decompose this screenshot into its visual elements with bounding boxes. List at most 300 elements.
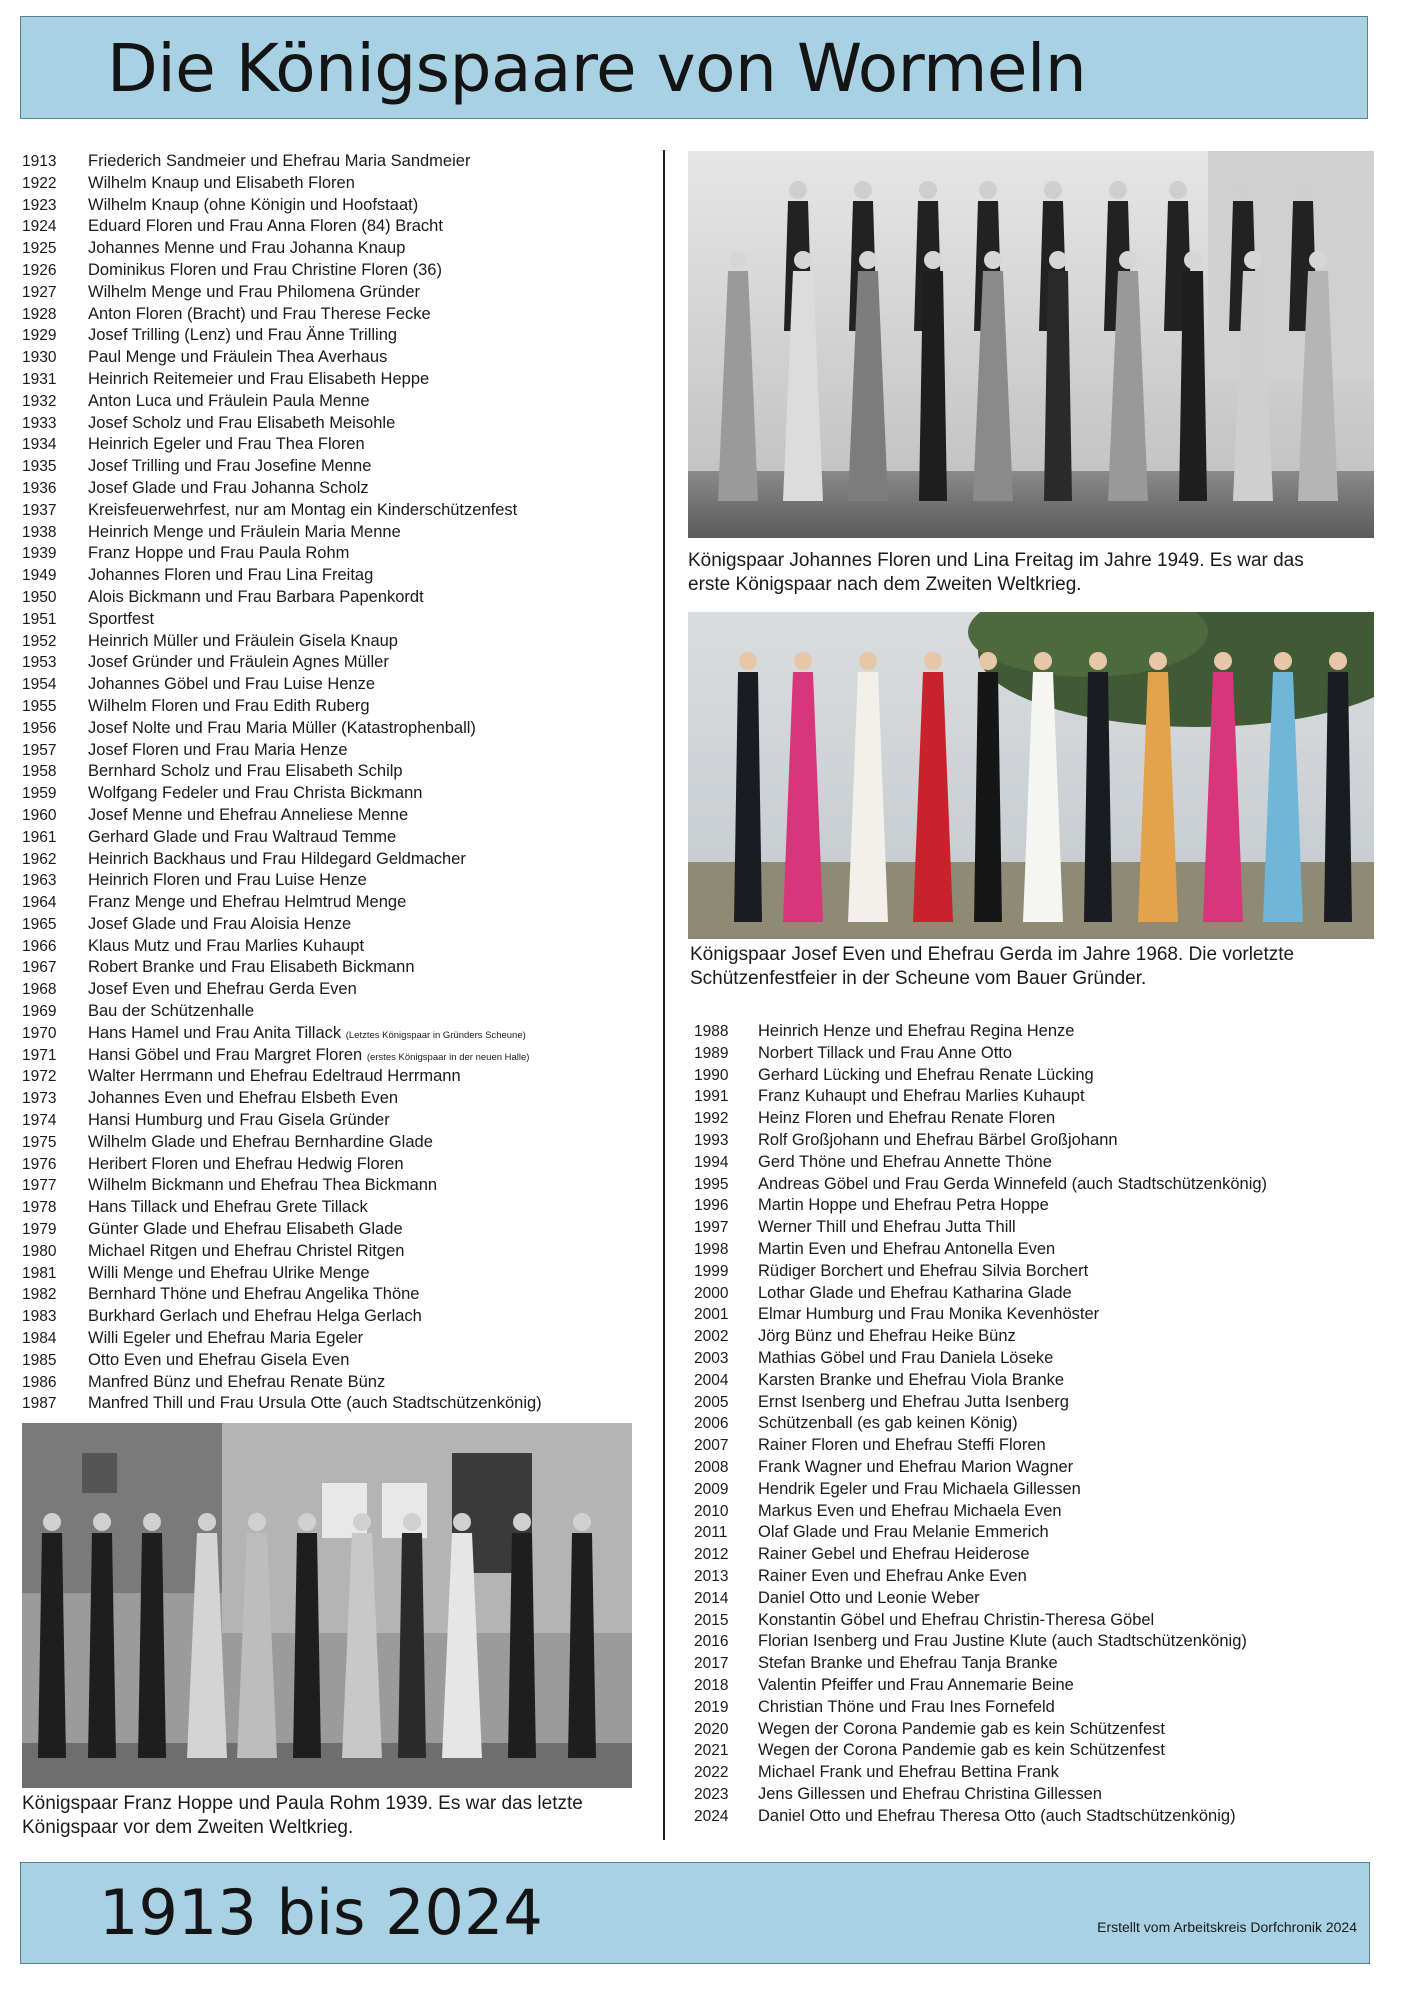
- year-label: 1977: [22, 1177, 57, 1195]
- list-item: [22, 740, 642, 762]
- couple-name: [758, 1501, 1062, 1521]
- list-item: [22, 1045, 642, 1067]
- year-label: 1954: [22, 676, 57, 694]
- year-label: 2021: [694, 1742, 729, 1760]
- couple-name-text: Josef Even und Ehefrau Gerda Even: [88, 980, 357, 999]
- couple-name-text: Manfred Bünz und Ehefrau Renate Bünz: [88, 1372, 386, 1391]
- couple-name-text: Paul Menge und Fräulein Thea Averhaus: [88, 348, 388, 367]
- couple-name-text: Günter Glade und Ehefrau Elisabeth Glade: [88, 1220, 403, 1239]
- couple-name: [758, 1130, 1118, 1150]
- couple-name: [88, 304, 431, 324]
- caption-line: Königspaar Johannes Floren und Lina Freitag im Jahre 1949. Es war das: [688, 550, 1304, 571]
- couple-name: [88, 434, 365, 454]
- couple-name: [88, 347, 387, 367]
- couple-name-text: Werner Thill und Ehefrau Jutta Thill: [758, 1218, 1016, 1237]
- couple-name-text: Rainer Floren und Ehefrau Steffi Floren: [758, 1436, 1046, 1455]
- list-item: [22, 870, 642, 892]
- year-label: 1929: [22, 327, 57, 345]
- couple-name-text: Josef Gründer und Fräulein Agnes Müller: [88, 653, 389, 672]
- couple-name: [88, 1372, 385, 1392]
- couple-name: [88, 1241, 404, 1261]
- person-figure: [1084, 652, 1112, 922]
- couple-name-text: Josef Glade und Frau Aloisia Henze: [88, 914, 352, 933]
- caption-photo-1949: [688, 549, 1378, 597]
- caption-photo-1939: [22, 1792, 662, 1840]
- couple-name-text: Martin Even und Ehefrau Antonella Even: [758, 1239, 1056, 1258]
- list-item: [694, 1522, 1334, 1544]
- couple-name-text: Wilhelm Glade und Ehefrau Bernhardine Glade: [88, 1132, 433, 1151]
- couple-name: [88, 325, 397, 345]
- list-item: [22, 325, 642, 347]
- couple-name-text: Karsten Branke und Ehefrau Viola Branke: [758, 1370, 1065, 1389]
- couple-name: [88, 1328, 363, 1348]
- couple-name-text: Eduard Floren und Frau Anna Floren (84) Bracht: [88, 217, 443, 236]
- couple-name-text: Wolfgang Fedeler und Frau Christa Bickmann: [88, 784, 423, 803]
- year-label: 1986: [22, 1373, 57, 1391]
- list-item: [694, 1719, 1334, 1741]
- person-figure: [88, 1513, 116, 1758]
- list-item: [694, 1174, 1334, 1196]
- couple-name: [88, 1197, 368, 1217]
- list-item: [694, 1566, 1334, 1588]
- list-item: [22, 1088, 642, 1110]
- list-item: [22, 391, 642, 413]
- couple-name-text: Sportfest: [88, 609, 155, 628]
- couple-name: [88, 761, 403, 781]
- couple-name-text: Bau der Schützenhalle: [88, 1002, 255, 1021]
- list-item: [22, 1263, 642, 1285]
- person-figure: [293, 1513, 321, 1758]
- couple-name-text: Michael Frank und Ehefrau Bettina Frank: [758, 1763, 1059, 1782]
- couple-name-text: Josef Nolte und Frau Maria Müller (Katastrophenball): [88, 718, 476, 737]
- couple-name: [88, 870, 367, 890]
- couple-name-text: Anton Floren (Bracht) und Frau Therese Fecke: [88, 304, 431, 323]
- list-item: [694, 1784, 1334, 1806]
- couple-name-text: Daniel Otto und Ehefrau Theresa Otto (auch Stadtschützenkönig): [758, 1806, 1236, 1825]
- list-item: [694, 1457, 1334, 1479]
- year-label: 1926: [22, 261, 57, 279]
- couple-name: [88, 500, 517, 520]
- couple-name-text: Andreas Göbel und Frau Gerda Winnefeld (auch Stadtschützenkönig): [758, 1174, 1268, 1193]
- list-item: [22, 1350, 642, 1372]
- year-label: 2023: [694, 1785, 729, 1803]
- couple-name: [88, 1110, 390, 1130]
- year-label: 1934: [22, 436, 57, 454]
- couple-name-text: Josef Trilling (Lenz) und Frau Änne Trilling: [88, 326, 398, 345]
- year-label: 2020: [694, 1720, 729, 1738]
- list-item: [22, 718, 642, 740]
- year-label: 1951: [22, 610, 57, 628]
- year-label: 1959: [22, 785, 57, 803]
- couple-name-text: Hans Hamel und Frau Anita Tillack: [88, 1023, 342, 1042]
- year-label: 1991: [694, 1088, 729, 1106]
- year-label: 1968: [22, 981, 57, 999]
- list-item: [22, 652, 642, 674]
- list-item: [22, 1393, 642, 1415]
- year-label: 1978: [22, 1199, 57, 1217]
- list-item: [22, 413, 642, 435]
- list-item: [22, 151, 642, 173]
- couple-name: [88, 957, 415, 977]
- couple-name: [88, 1175, 437, 1195]
- list-item: [694, 1392, 1334, 1414]
- couple-name-text: Wegen der Corona Pandemie gab es kein Schützenfest: [758, 1719, 1165, 1738]
- couple-name-text: Michael Ritgen und Ehefrau Christel Ritgen: [88, 1241, 405, 1260]
- list-item: [22, 1241, 642, 1263]
- couple-name: [88, 151, 470, 171]
- year-label: 1923: [22, 196, 57, 214]
- couple-name: [758, 1370, 1064, 1390]
- person-figure: [1179, 251, 1207, 501]
- couple-name: [88, 805, 408, 825]
- couple-name: [758, 1392, 1069, 1412]
- list-item: [22, 1001, 642, 1023]
- couple-name-text: Johannes Menne und Frau Johanna Knaup: [88, 239, 406, 258]
- list-item: [694, 1413, 1334, 1435]
- year-label: 2006: [694, 1415, 729, 1433]
- couple-name: [88, 1263, 370, 1283]
- couple-name-text: Josef Floren und Frau Maria Henze: [88, 740, 348, 759]
- list-item: [22, 849, 642, 871]
- couple-name-text: Wilhelm Knaup und Elisabeth Floren: [88, 173, 355, 192]
- year-label: 1956: [22, 719, 57, 737]
- couple-name-text: Bernhard Scholz und Frau Elisabeth Schilp: [88, 762, 403, 781]
- couple-name: [88, 1088, 398, 1108]
- couple-name: [758, 1544, 1030, 1564]
- year-label: 1984: [22, 1330, 57, 1348]
- caption-photo-1968: [690, 943, 1380, 991]
- couple-name-text: Lothar Glade und Ehefrau Katharina Glade: [758, 1283, 1072, 1302]
- year-label: 1939: [22, 545, 57, 563]
- list-item: [694, 1326, 1334, 1348]
- list-item: [22, 304, 642, 326]
- list-item: [694, 1610, 1334, 1632]
- couple-name: [758, 1261, 1088, 1281]
- couple-name: [758, 1762, 1059, 1782]
- list-item: [22, 434, 642, 456]
- list-item: [22, 282, 642, 304]
- list-item: [694, 1086, 1334, 1108]
- couple-name-text: Heinrich Henze und Ehefrau Regina Henze: [758, 1022, 1075, 1040]
- list-item: [22, 1154, 642, 1176]
- list-item: [694, 1130, 1334, 1152]
- year-label: 1967: [22, 959, 57, 977]
- couple-name: [758, 1719, 1165, 1739]
- year-label: 2024: [694, 1807, 729, 1825]
- list-item: [22, 1110, 642, 1132]
- year-label: 1922: [22, 174, 57, 192]
- couple-name-text: Alois Bickmann und Frau Barbara Papenkordt: [88, 587, 424, 606]
- year-label: 1950: [22, 588, 57, 606]
- couple-name: [88, 173, 355, 193]
- couple-name: [88, 1393, 542, 1413]
- year-label: 1925: [22, 240, 57, 258]
- list-item: [694, 1762, 1334, 1784]
- couple-name: [758, 1065, 1094, 1085]
- year-label: 1928: [22, 305, 57, 323]
- list-item: [22, 936, 642, 958]
- year-label: 1982: [22, 1286, 57, 1304]
- couple-note: (erstes Königspaar in der neuen Halle): [366, 1051, 530, 1063]
- couple-name: [758, 1195, 1049, 1215]
- person-figure: [398, 1513, 426, 1758]
- couple-name-text: Heinrich Floren und Frau Luise Henze: [88, 871, 367, 890]
- list-item: [694, 1065, 1334, 1087]
- title-banner: [20, 16, 1368, 119]
- caption-line: erste Königspaar nach dem Zweiten Weltkrieg.: [688, 574, 1082, 595]
- couple-name: [758, 1631, 1247, 1651]
- couple-name-text: Elmar Humburg und Frau Monika Kevenhöster: [758, 1305, 1100, 1324]
- year-label: 1932: [22, 392, 57, 410]
- list-item: [22, 827, 642, 849]
- list-item: [694, 1631, 1334, 1653]
- couple-name: [88, 652, 389, 672]
- couple-name: [758, 1435, 1046, 1455]
- caption-line: Königspaar vor dem Zweiten Weltkrieg.: [22, 1817, 354, 1838]
- couple-name: [758, 1806, 1236, 1826]
- page-title: Die Königspaare von Wormeln: [107, 30, 1087, 107]
- couple-note: (Letztes Königspaar in Gründers Scheune): [345, 1029, 526, 1041]
- couple-name-text: Gerhard Lücking und Ehefrau Renate Lücking: [758, 1065, 1094, 1084]
- year-label: 1980: [22, 1242, 57, 1260]
- list-item: [694, 1043, 1334, 1065]
- year-label: 1936: [22, 479, 57, 497]
- list-item: [694, 1544, 1334, 1566]
- couple-name: [758, 1283, 1072, 1303]
- couple-name: [758, 1413, 1018, 1433]
- year-label: 2017: [694, 1655, 729, 1673]
- list-item: [22, 500, 642, 522]
- year-label: 1966: [22, 937, 57, 955]
- couple-name: [758, 1326, 1016, 1346]
- couple-name: [88, 216, 443, 236]
- list-item: [22, 1132, 642, 1154]
- couple-name-text: Willi Egeler und Ehefrau Maria Egeler: [88, 1329, 364, 1348]
- year-label: 1999: [694, 1262, 729, 1280]
- list-item: [694, 1806, 1334, 1828]
- list-item: [22, 369, 642, 391]
- couple-name-text: Kreisfeuerwehrfest, nur am Montag ein Kinderschützenfest: [88, 500, 518, 519]
- list-item: [22, 1372, 642, 1394]
- caption-line: Königspaar Franz Hoppe und Paula Rohm 1939. Es war das letzte: [22, 1793, 583, 1814]
- couple-name-text: Heinrich Reitemeier und Frau Elisabeth Heppe: [88, 369, 430, 388]
- caption-line: Schützenfestfeier in der Scheune vom Bauer Gründer.: [690, 968, 1147, 989]
- list-item: [694, 1370, 1334, 1392]
- list-item: [22, 783, 642, 805]
- year-label: 2001: [694, 1306, 729, 1324]
- year-label: 2022: [694, 1764, 729, 1782]
- year-label: 1924: [22, 218, 57, 236]
- couple-name-text: Rüdiger Borchert und Ehefrau Silvia Borchert: [758, 1261, 1089, 1280]
- year-label: 1927: [22, 283, 57, 301]
- list-item: [22, 914, 642, 936]
- couple-name: [88, 979, 357, 999]
- list-item: [22, 1328, 642, 1350]
- couple-name-text: Johannes Floren und Frau Lina Freitag: [88, 566, 374, 585]
- list-item: [22, 1219, 642, 1241]
- list-item: [694, 1740, 1334, 1762]
- couple-name-text: Hans Tillack und Ehefrau Grete Tillack: [88, 1198, 368, 1217]
- list-item: [694, 1217, 1334, 1239]
- list-item: [22, 195, 642, 217]
- year-label: 2009: [694, 1480, 729, 1498]
- couple-name: [758, 1239, 1055, 1259]
- couple-name: [88, 369, 429, 389]
- year-label: 1987: [22, 1395, 57, 1413]
- couple-name-text: Jens Gillessen und Ehefrau Christina Gillessen: [758, 1784, 1102, 1803]
- list-item: [22, 260, 642, 282]
- year-label: 1931: [22, 370, 57, 388]
- couple-name: [758, 1108, 1055, 1128]
- couple-name-text: Rainer Gebel und Ehefrau Heiderose: [758, 1545, 1030, 1564]
- couple-name: [88, 1219, 403, 1239]
- list-item: [694, 1304, 1334, 1326]
- couple-name: [88, 1306, 422, 1326]
- couple-name-text: Wilhelm Menge und Frau Philomena Gründer: [88, 282, 420, 301]
- list-item: [694, 1108, 1334, 1130]
- couple-name: [758, 1479, 1081, 1499]
- couple-name-text: Norbert Tillack und Frau Anne Otto: [758, 1043, 1013, 1062]
- couple-name-text: Gerhard Glade und Frau Waltraud Temme: [88, 827, 397, 846]
- couple-name: [758, 1697, 1055, 1717]
- list-item: [694, 1283, 1334, 1305]
- year-label: 2007: [694, 1437, 729, 1455]
- list-item: [22, 543, 642, 565]
- list-item: [22, 347, 642, 369]
- year-label: 1933: [22, 414, 57, 432]
- couple-name: [758, 1174, 1267, 1194]
- year-label: 2018: [694, 1676, 729, 1694]
- list-item: [22, 957, 642, 979]
- couple-name: [758, 1566, 1027, 1586]
- couple-name: [88, 238, 405, 258]
- year-label: 1981: [22, 1264, 57, 1282]
- couple-name-text: Christian Thöne und Frau Ines Fornefeld: [758, 1697, 1055, 1716]
- list-item: [694, 1348, 1334, 1370]
- list-item: [22, 674, 642, 696]
- couple-name: [88, 827, 396, 847]
- couple-name-text: Valentin Pfeiffer und Frau Annemarie Beine: [758, 1675, 1074, 1694]
- person-figure: [508, 1513, 536, 1758]
- couple-name: [88, 195, 418, 215]
- couple-name-text: Willi Menge und Ehefrau Ulrike Menge: [88, 1263, 370, 1282]
- year-label: 2016: [694, 1633, 729, 1651]
- couple-name: [758, 1043, 1012, 1063]
- list-item: [22, 892, 642, 914]
- year-label: 1960: [22, 806, 57, 824]
- year-label: 1983: [22, 1308, 57, 1326]
- year-label: 1974: [22, 1112, 57, 1130]
- couple-name-text: Burkhard Gerlach und Ehefrau Helga Gerlach: [88, 1307, 422, 1326]
- person-figure: [734, 652, 762, 922]
- year-label: 1973: [22, 1090, 57, 1108]
- list-item: [22, 761, 642, 783]
- couple-name-text: Franz Hoppe und Frau Paula Rohm: [88, 544, 350, 563]
- year-label: 1994: [694, 1153, 729, 1171]
- couple-name: [88, 718, 476, 738]
- couple-name-text: Franz Menge und Ehefrau Helmtrud Menge: [88, 893, 407, 912]
- list-item: [22, 631, 642, 653]
- couple-name-text: Friederich Sandmeier und Ehefrau Maria Sandmeier: [88, 152, 471, 170]
- couple-name: [758, 1675, 1074, 1695]
- couple-name-text: Hendrik Egeler und Frau Michaela Gillessen: [758, 1479, 1081, 1498]
- couple-name-text: Bernhard Thöne und Ehefrau Angelika Thöne: [88, 1285, 420, 1304]
- list-item: [22, 805, 642, 827]
- year-label: 2019: [694, 1698, 729, 1716]
- couple-name-text: Otto Even und Ehefrau Gisela Even: [88, 1350, 350, 1369]
- year-label: 2000: [694, 1284, 729, 1302]
- couple-name-text: Florian Isenberg und Frau Justine Klute (auch Stadtschützenkönig): [758, 1632, 1247, 1651]
- person-figure: [974, 652, 1002, 922]
- year-label: 1996: [694, 1197, 729, 1215]
- couple-name-text: Josef Menne und Ehefrau Anneliese Menne: [88, 805, 409, 824]
- couple-name-text: Josef Scholz und Frau Elisabeth Meisohle: [88, 413, 396, 432]
- couple-name: [88, 1045, 529, 1068]
- couple-name: [88, 587, 424, 607]
- year-label: 1957: [22, 741, 57, 759]
- year-label: 2003: [694, 1349, 729, 1367]
- couple-name: [88, 696, 370, 716]
- couple-name: [758, 1740, 1165, 1760]
- list-item: [22, 1175, 642, 1197]
- couple-name-text: Wilhelm Knaup (ohne Königin und Hoofstaat): [88, 195, 419, 214]
- photo-koenigspaar-1949: [688, 151, 1374, 538]
- person-figure: [38, 1513, 66, 1758]
- list-item: [694, 1152, 1334, 1174]
- list-item: [694, 1675, 1334, 1697]
- couple-name-text: Olaf Glade und Frau Melanie Emmerich: [758, 1523, 1049, 1542]
- year-label: 2004: [694, 1371, 729, 1389]
- credit-line: Erstellt vom Arbeitskreis Dorfchronik 2024: [1097, 1919, 1357, 1935]
- couple-name-text: Wilhelm Floren und Frau Edith Ruberg: [88, 696, 370, 715]
- couple-name-text: Dominikus Floren und Frau Christine Floren (36): [88, 260, 442, 279]
- year-label: 2010: [694, 1502, 729, 1520]
- list-item: [694, 1501, 1334, 1523]
- list-item: [22, 609, 642, 631]
- year-label: 1972: [22, 1068, 57, 1086]
- couple-name-text: Klaus Mutz und Frau Marlies Kuhaupt: [88, 936, 365, 955]
- footer-banner: [20, 1862, 1370, 1964]
- couple-name-text: Stefan Branke und Ehefrau Tanja Branke: [758, 1654, 1058, 1673]
- couple-name-text: Ernst Isenberg und Ehefrau Jutta Isenberg: [758, 1392, 1069, 1411]
- couple-name: [88, 282, 420, 302]
- couple-name-text: Wegen der Corona Pandemie gab es kein Schützenfest: [758, 1741, 1165, 1760]
- list-item: [22, 173, 642, 195]
- couple-name: [88, 1350, 349, 1370]
- list-item: [694, 1261, 1334, 1283]
- year-label: 1937: [22, 501, 57, 519]
- photo-koenigspaar-1968: [688, 612, 1374, 939]
- year-label: 1993: [694, 1131, 729, 1149]
- list-item: [694, 1697, 1334, 1719]
- couple-name-text: Jörg Bünz und Ehefrau Heike Bünz: [758, 1327, 1016, 1346]
- person-figure: [1044, 251, 1072, 501]
- year-label: 1962: [22, 850, 57, 868]
- year-label: 2002: [694, 1328, 729, 1346]
- year-range: 1913 bis 2024: [99, 1876, 543, 1949]
- list-item: [22, 1284, 642, 1306]
- year-label: 1997: [694, 1219, 729, 1237]
- year-label: 1995: [694, 1175, 729, 1193]
- year-label: 2013: [694, 1567, 729, 1585]
- couple-name: [758, 1021, 1074, 1041]
- year-label: 1913: [22, 153, 57, 170]
- couple-name: [88, 914, 351, 934]
- list-item: [22, 216, 642, 238]
- year-label: 1998: [694, 1240, 729, 1258]
- couple-name-text: Gerd Thöne und Ehefrau Annette Thöne: [758, 1152, 1052, 1171]
- couple-name-text: Robert Branke und Frau Elisabeth Bickmann: [88, 958, 415, 977]
